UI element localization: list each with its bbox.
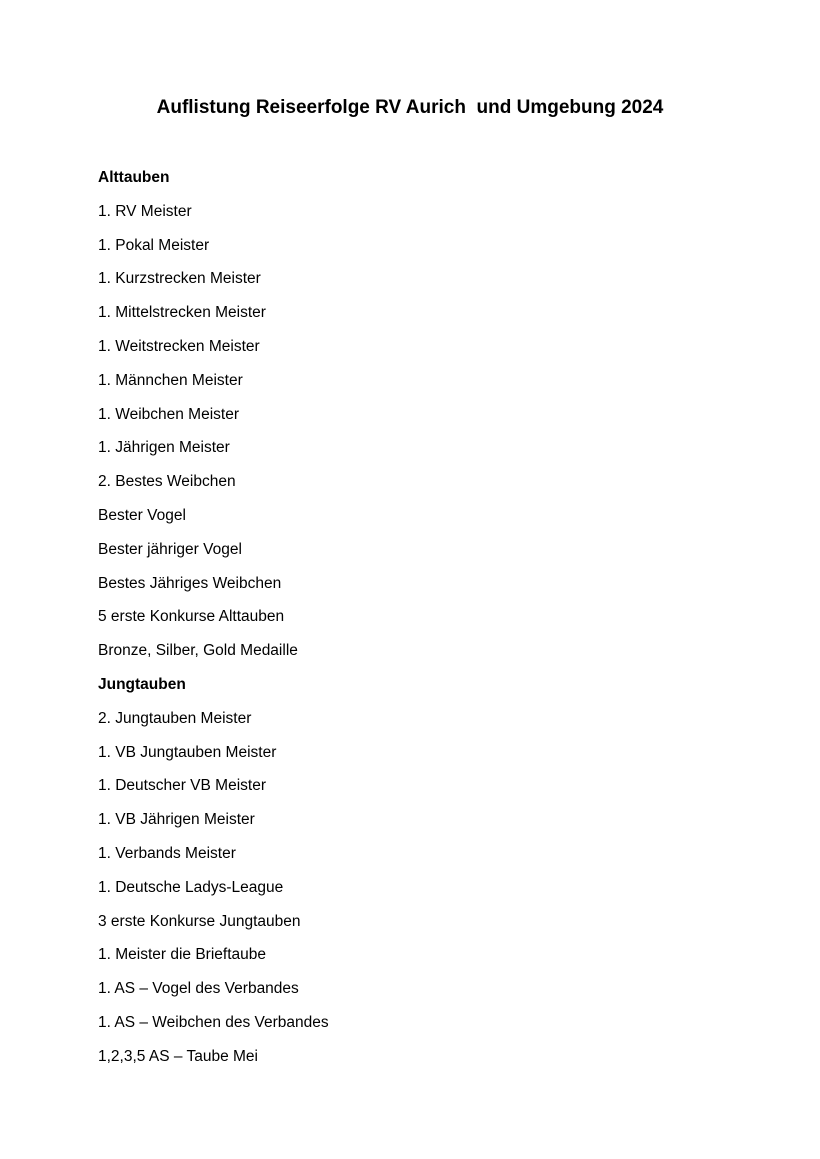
- list-item: 1. AS – Weibchen des Verbandes: [98, 1013, 329, 1031]
- list-item: Bestes Jähriges Weibchen: [98, 574, 282, 592]
- list-item: 1. Weitstrecken Meister: [98, 337, 260, 355]
- list-item: 1. Meister die Brieftaube: [98, 946, 267, 964]
- section-heading-alttauben: Alttauben: [98, 169, 170, 186]
- list-item: 1. Deutscher VB Meister: [98, 777, 266, 795]
- list-item: 3 erste Konkurse Jungtauben: [98, 912, 301, 930]
- list-item: 1,2,3,5 AS – Taube Mei: [98, 1047, 258, 1065]
- list-item: 1. Deutsche Ladys-League: [98, 878, 284, 896]
- list-item: 1. Pokal Meister: [98, 236, 210, 254]
- list-item: Bester Vogel: [98, 506, 186, 524]
- list-item: 5 erste Konkurse Alttauben: [98, 608, 285, 626]
- list-item: 1. AS – Vogel des Verbandes: [98, 980, 299, 998]
- document-body: [98, 168, 760, 1081]
- list-item: 1. Mittelstrecken Meister: [98, 304, 266, 322]
- list-item: 1. Weibchen Meister: [98, 405, 239, 423]
- list-item: 1. VB Jährigen Meister: [98, 811, 255, 829]
- list-item: 1. Verbands Meister: [98, 844, 236, 862]
- list-item: 1. Männchen Meister: [98, 371, 243, 389]
- list-item: 2. Jungtauben Meister: [98, 709, 252, 727]
- list-item: Bronze, Silber, Gold Medaille: [98, 642, 298, 660]
- list-item: 1. RV Meister: [98, 202, 192, 220]
- section-heading-jungtauben: Jungtauben: [98, 675, 186, 693]
- list-item: 1. VB Jungtauben Meister: [98, 743, 277, 761]
- list-item: 1. Kurzstrecken Meister: [98, 270, 261, 288]
- list-item: 1. Jährigen Meister: [98, 439, 230, 457]
- list-item: Bester jähriger Vogel: [98, 540, 242, 558]
- document-title: Auflistung Reiseerfolge RV Aurich und Umgebung 2024: [156, 97, 664, 118]
- list-item: 2. Bestes Weibchen: [98, 473, 236, 491]
